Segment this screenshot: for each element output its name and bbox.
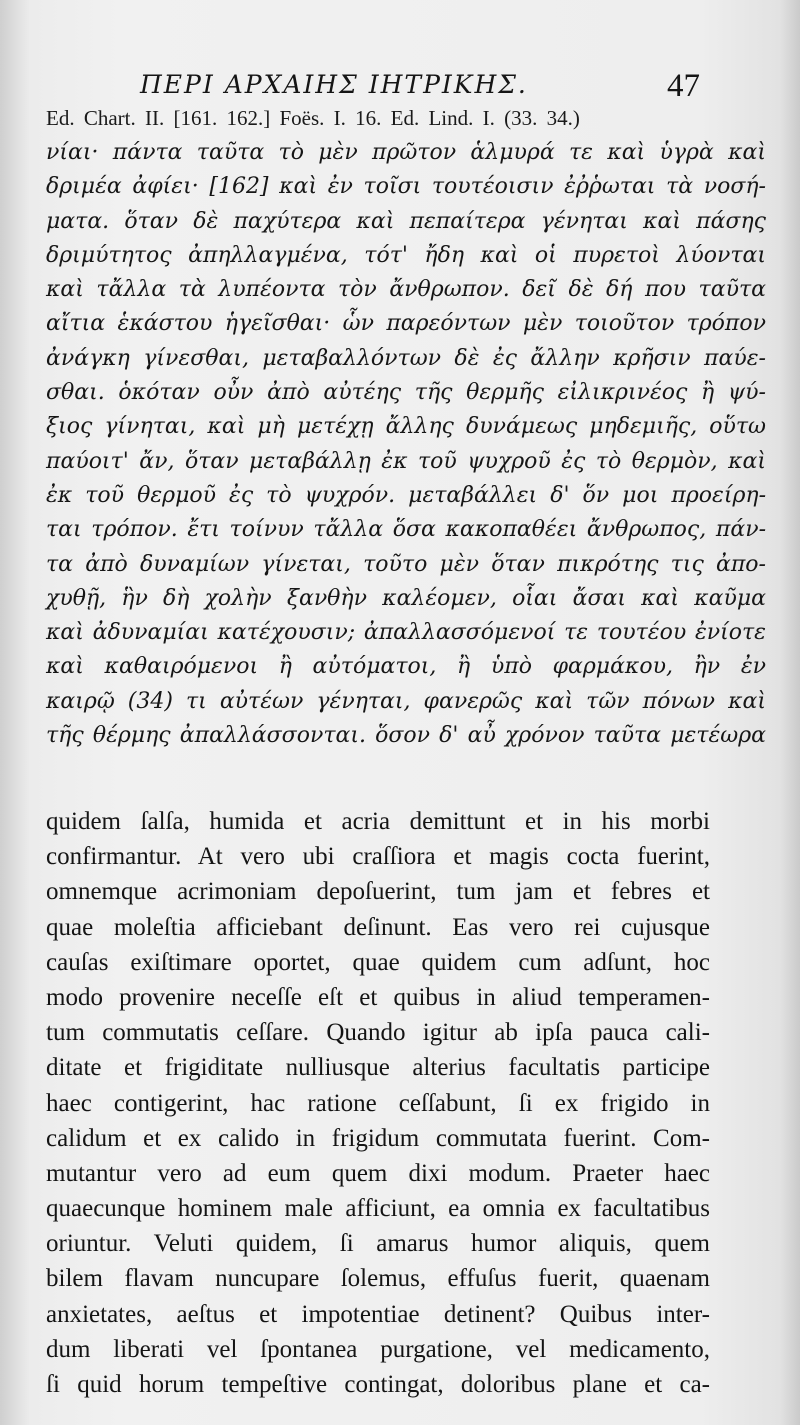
greek-line: χυθῇ, ἣν δὴ χολὴν ξανθὴν καλέομεν, οἷαι ἄσαι καὶ καῦμα: [46, 585, 766, 611]
greek-line: νίαι· πάντα ταῦτα τὸ μὲν πρῶτον ἁλμυρά τε καὶ ὑγρὰ καὶ: [46, 140, 766, 165]
greek-line: ματα. ὅταν δὲ παχύτερα καὶ πεπαίτερα γένηται καὶ πάσης: [46, 208, 766, 234]
greek-line: τα ἀπὸ δυναμίων γίνεται, τοῦτο μὲν ὅταν πικρότης τις ἀπο-: [46, 551, 766, 577]
greek-line: αἴτια ἑκάστου ἡγεῖσθαι· ὧν παρεόντων μὲν τοιοῦτον τρόπον: [46, 311, 766, 337]
greek-line: παύοιτ' ἄν, ὅταν μεταβάλλῃ ἐκ τοῦ ψυχροῦ ἐς τὸ θερμὸν, καὶ: [46, 448, 766, 474]
page-number: 47: [667, 68, 700, 104]
greek-line: καὶ τἄλλα τὰ λυπέοντα τὸν ἄνθρωπον. δεῖ δὲ δή που ταῦτα: [46, 277, 766, 303]
latin-line: quaecunque hominem male afficiunt, ea omnia ex facultatibus: [46, 1195, 710, 1223]
latin-line: anxietates, aeſtus et impotentiae detinent? Quibus inter-: [46, 1300, 710, 1328]
greek-line: καὶ ἀδυναμίαι κατέχουσιν; ἀπαλλασσόμενοί τε τουτέου ἐνίοτε: [46, 620, 766, 646]
latin-line: dum liberati vel ſpontanea purgatione, vel medicamento,: [46, 1335, 710, 1363]
latin-line: bilem flavam nuncupare ſolemus, effuſus fuerit, quaenam: [46, 1265, 710, 1293]
running-head-title: ΠΕΡΙ ΑΡΧΑΙΗΣ ΙΗΤΡΙΚΗΣ.: [140, 70, 528, 99]
greek-line: ται τρόπον. ἔτι τοίνυν τἄλλα ὅσα κακοπαθέει ἄνθρωπος, πάν-: [46, 517, 766, 543]
greek-line: καὶ καθαιρόμενοι ἢ αὐτόματοι, ἢ ὑπὸ φαρμάκου, ἢν ἐν: [46, 654, 766, 680]
greek-line: ἐκ τοῦ θερμοῦ ἐς τὸ ψυχρόν. μεταβάλλει δ' ὅν μοι προείρη-: [46, 482, 766, 508]
greek-line: ἀνάγκη γίνεσθαι, μεταβαλλόντων δὲ ἐς ἄλλην κρῆσιν παύε-: [46, 345, 766, 371]
latin-line: oriuntur. Veluti quidem, ſi amarus humor aliquis, quem: [46, 1230, 710, 1258]
latin-line: mutantur vero ad eum quem dixi modum. Praeter haec: [46, 1159, 710, 1187]
greek-text-block: [46, 136, 766, 753]
latin-line: ſi quid horum tempeſtive contingat, doloribus plane et ca-: [46, 1371, 710, 1398]
edition-reference-line: Ed. Chart. II. [161. 162.] Foës. I. 16. Ed. Lind. I. (33. 34.): [46, 106, 580, 130]
greek-line: δριμέα ἀφίει· [162] καὶ ἐν τοῖσι τουτέοισιν ἐῤῥωται τὰ νοσή-: [46, 174, 766, 200]
greek-line: σθαι. ὁκόταν οὖν ἀπὸ αὐτέης τῆς θερμῆς εἰλικρινέος ἢ ψύ-: [46, 380, 766, 406]
latin-line: calidum et ex calido in frigidum commutata fuerint. Com-: [46, 1124, 710, 1152]
greek-line: δριμύτητος ἀπηλλαγμένα, τότ' ἤδη καὶ οἱ πυρετοὶ λύονται: [46, 242, 766, 268]
latin-line: ditate et frigiditate nulliusque alterius facultatis participe: [46, 1054, 710, 1082]
latin-text-block: [46, 804, 710, 1402]
greek-line: τῆς θέρμης ἀπαλλάσσονται. ὅσον δ' αὖ χρόνον ταῦτα μετέωρα: [46, 723, 766, 749]
latin-line: quae moleſtia afficiebant deſinunt. Eas vero rei cujusque: [46, 913, 710, 941]
latin-line: confirmantur. At vero ubi craſſiora et magis cocta fuerint,: [46, 843, 710, 871]
latin-line: modo provenire neceſſe eſt et quibus in aliud temperamen-: [46, 983, 710, 1011]
latin-line: tum commutatis ceſſare. Quando igitur ab ipſa pauca cali-: [46, 1019, 710, 1047]
latin-line: cauſas exiſtimare oportet, quae quidem cum adſunt, hoc: [46, 948, 710, 976]
latin-line: quidem ſalſa, humida et acria demittunt et in his morbi: [46, 808, 710, 835]
greek-line: καιρῷ (34) τι αὐτέων γένηται, φανερῶς καὶ τῶν πόνων καὶ: [46, 688, 766, 714]
latin-line: omnemque acrimoniam depoſuerint, tum jam et febres et: [46, 878, 710, 906]
latin-line: haec contigerint, hac ratione ceſſabunt, ſi ex frigido in: [46, 1089, 710, 1117]
greek-line: ξιος γίνηται, καὶ μὴ μετέχῃ ἄλλης δυνάμεως μηδεμιῆς, οὕτω: [46, 414, 766, 440]
running-head: [0, 64, 800, 108]
